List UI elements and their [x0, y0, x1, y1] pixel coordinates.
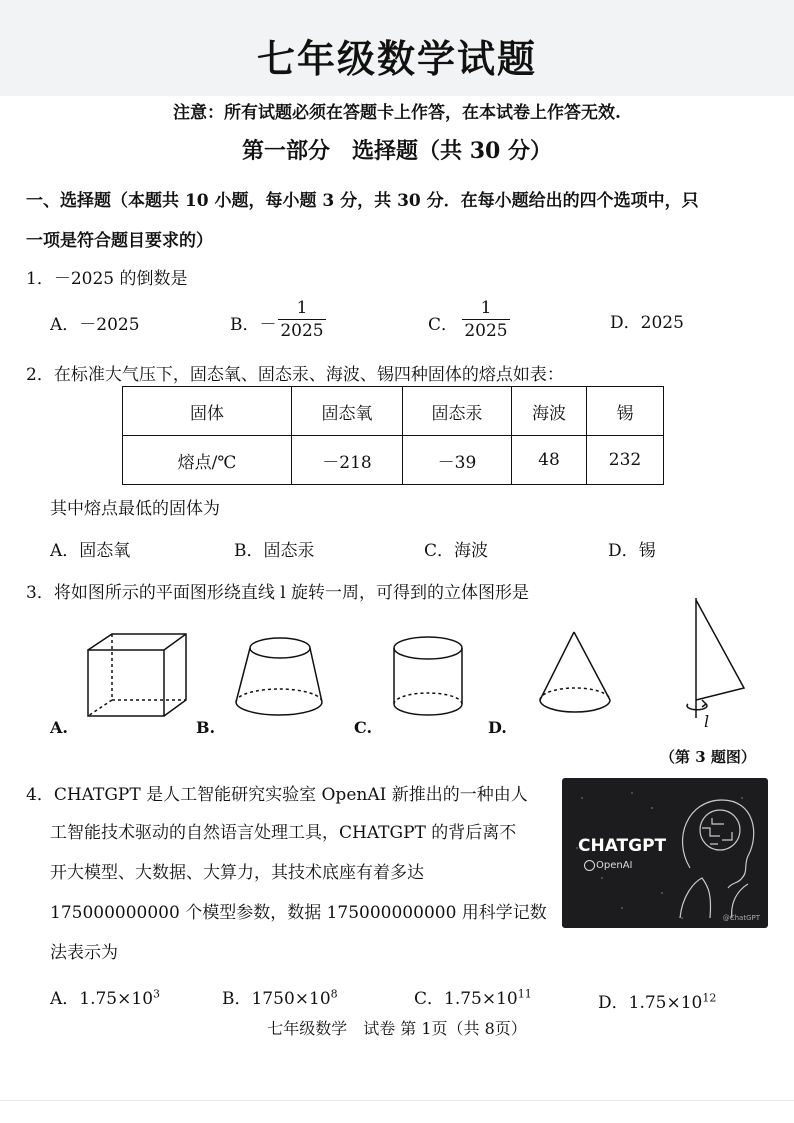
- table-cell: 固态氧: [292, 387, 403, 436]
- q3-figure-caption: （第 3 题图）: [660, 748, 756, 766]
- table-cell: 海波: [512, 387, 587, 436]
- table-cell: 固态汞: [403, 387, 512, 436]
- q3-option-a: A.: [50, 718, 68, 737]
- q4-stem-line4: 175000000000 个模型参数，数据 175000000000 用科学记数: [50, 903, 547, 923]
- q1-b-denominator: 2025: [280, 321, 324, 341]
- melting-point-table: [122, 386, 664, 485]
- openai-sub-text: OpenAI: [596, 860, 633, 871]
- cone-figure: [540, 632, 610, 712]
- axis-label-l: l: [704, 712, 710, 731]
- q4-option-a: A．$1.75\times 10^3$: [50, 987, 161, 1009]
- table-cell: －39: [403, 436, 512, 485]
- q4-stem-line1: 4．CHATGPT 是人工智能研究实验室 OpenAI 新推出的一种由人: [26, 785, 528, 805]
- table-cell: －218: [292, 436, 403, 485]
- q1-option-a: A．－2025: [50, 315, 140, 335]
- q1-option-b-fraction: [278, 298, 326, 341]
- cube-figure: [88, 634, 186, 716]
- chatgpt-image: [562, 778, 768, 928]
- q1-option-d: D．2025: [610, 313, 684, 333]
- q4-stem-line2: 工智能技术驱动的自然语言处理工具，CHATGPT 的背后离不: [50, 823, 517, 843]
- q3-stem: 3．将如图所示的平面图形绕直线 l 旋转一周，可得到的立体图形是: [26, 583, 530, 603]
- q4-stem-line5: 法表示为: [50, 943, 118, 963]
- q3-option-d: D.: [488, 718, 507, 737]
- q4-option-c: C．$1.75\times 10^{11}$: [414, 987, 532, 1009]
- page-title: 七年级数学试题: [256, 36, 537, 81]
- q1-c-denominator: 2025: [464, 321, 508, 341]
- table-row: [123, 436, 664, 485]
- table-cell: 固体: [123, 387, 292, 436]
- frustum-figure: [236, 638, 322, 715]
- table-cell: 锡: [587, 387, 664, 436]
- q1-option-b-prefix: B．－: [230, 315, 277, 335]
- q1-option-c-fraction: [462, 298, 510, 341]
- q2-question: 其中熔点最低的固体为: [50, 499, 220, 519]
- notice: 注意：所有试题必须在答题卡上作答，在本试卷上作答无效.: [173, 103, 621, 123]
- q1-c-numerator: 1: [462, 298, 510, 320]
- q3-option-b: B.: [196, 718, 216, 737]
- q4-option-d: D．$1.75\times 10^{12}$: [598, 991, 717, 1013]
- table-header-row: [123, 387, 664, 436]
- section-instructions-line1: 一、选择题（本题共 10 小题，每小题 3 分，共 30 分．在每小题给出的四个选项中，只: [26, 191, 699, 211]
- cylinder-figure: [394, 637, 462, 715]
- q4-stem-line3: 开大模型、大数据、大算力，其技术底座有着多达: [50, 863, 424, 883]
- section-instructions-line2: 一项是符合题目要求的）: [26, 231, 213, 251]
- table-cell: 232: [587, 436, 664, 485]
- rotation-triangle-figure: [687, 598, 744, 718]
- table-cell: 熔点/℃: [123, 436, 292, 485]
- image-credit: @ChatGPT: [722, 914, 760, 922]
- bottom-divider: [0, 1100, 794, 1101]
- q1-stem: 1．－2025 的倒数是: [26, 269, 188, 289]
- q3-figures: [0, 590, 794, 770]
- q1-b-numerator: 1: [278, 298, 326, 320]
- q2-option-b: B．固态汞: [234, 541, 315, 561]
- q2-option-c: C．海波: [424, 541, 489, 561]
- q2-option-d: D．锡: [608, 541, 656, 561]
- part-title: 第一部分 选择题（共 30 分）: [242, 138, 552, 164]
- page-footer: 七年级数学 试卷 第 1页（共 8页）: [267, 1019, 527, 1038]
- table-cell: 48: [512, 436, 587, 485]
- openai-logo-icon: [584, 860, 595, 871]
- q3-option-c: C.: [354, 718, 373, 737]
- q2-stem: 2．在标准大气压下，固态氧、固态汞、海波、锡四种固体的熔点如表：: [26, 365, 564, 385]
- q2-option-a: A．固态氧: [50, 541, 131, 561]
- q1-option-c-prefix: C．: [428, 315, 459, 335]
- chatgpt-logo-text: CHATGPT: [578, 836, 667, 856]
- q4-option-b: B．$1750\times 10^8$: [222, 987, 338, 1009]
